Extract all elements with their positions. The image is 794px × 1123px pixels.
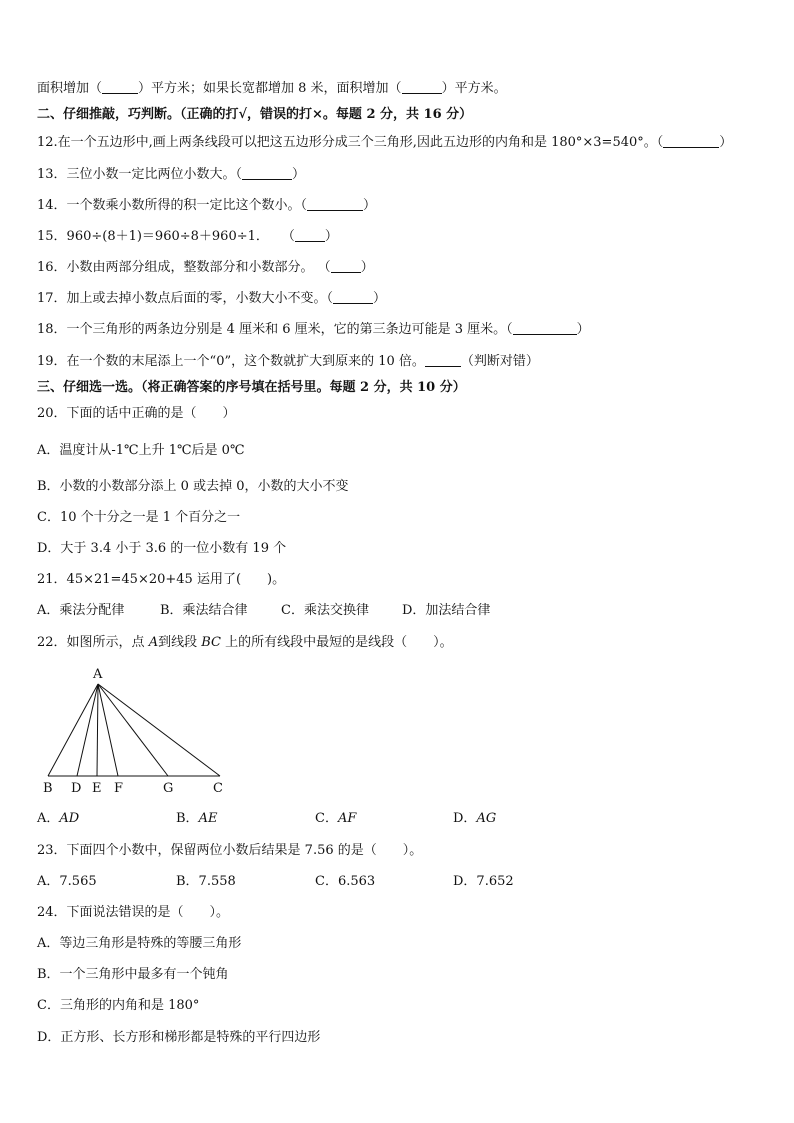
question-21-option-d: D．加法结合律 [402,603,491,618]
point-label-c: C [213,781,223,796]
triangle-figure [30,662,240,798]
question-20-option-b: B．小数的小数部分添上 0 或去掉 0，小数的大小不变 [37,479,349,494]
point-label-b: B [43,781,53,796]
question-22-option-b: B．AE [176,811,218,826]
answer-blank[interactable] [333,290,373,304]
question-23-option-a: A．7.565 [37,874,97,889]
question-21-option-a: A．乘法分配律 [37,603,125,618]
question-17: 17．加上或去掉小数点后面的零，小数大小不变。（ ） [37,291,387,306]
question-24-option-a: A．等边三角形是特殊的等腰三角形 [37,936,242,951]
segment-ad [77,684,98,776]
question-23-option-b: B．7.558 [176,874,236,889]
question-21-option-c: C．乘法交换律 [281,603,369,618]
question-12: 12.在一个五边形中,画上两条线段可以把这五边形分成三个三角形,因此五边形的内角和是 180°×3=540°。（ ） [37,135,733,150]
point-label-f: F [114,781,124,796]
question-22: 22．如图所示，点 A到线段 BC 上的所有线段中最短的是线段（ ）。 [37,635,453,650]
point-label-e: E [92,781,102,796]
question-21: 21．45×21=45×20+45 运用了( )。 [37,572,286,587]
question-23-option-c: C．6.563 [315,874,376,889]
point-label-a: A [93,667,103,682]
question-20-option-c: C．10 个十分之一是 1 个百分之一 [37,510,241,525]
question-20-option-d: D．大于 3.4 小于 3.6 的一位小数有 19 个 [37,541,287,556]
question-11-continuation: 面积增加（ ）平方米；如果长宽都增加 8 米，面积增加（ ）平方米。 [37,81,507,96]
question-24-option-c: C．三角形的内角和是 180° [37,998,200,1013]
segment-ae [97,684,98,776]
question-22-option-a: A．AD [37,811,80,826]
question-20: 20．下面的话中正确的是（ ） [37,406,236,421]
point-label-g: G [163,781,174,796]
question-24: 24．下面说法错误的是（ ）。 [37,905,230,920]
question-22-option-d: D．AG [453,811,497,826]
answer-blank[interactable] [331,259,361,273]
answer-blank[interactable] [402,80,442,94]
segment-ab [48,684,98,776]
section-2-heading: 二、仔细推敲，巧判断。（正确的打√，错误的打×。每题 2 分，共 16 分） [37,107,473,122]
answer-blank[interactable] [513,321,577,335]
question-23-option-d: D．7.652 [453,874,514,889]
question-24-option-d: D．正方形、长方形和梯形都是特殊的平行四边形 [37,1030,321,1045]
question-16: 16．小数由两部分组成，整数部分和小数部分。 （ ） [37,260,374,275]
question-18: 18．一个三角形的两条边分别是 4 厘米和 6 厘米，它的第三条边可能是 3 厘米。（ ） [37,322,590,337]
question-15: 15．960÷(8＋1)＝960÷8＋960÷1． （ ） [37,229,338,244]
answer-blank[interactable] [307,197,363,211]
segment-ac [98,684,220,776]
section-3-heading: 三、仔细选一选。（将正确答案的序号填在括号里。每题 2 分，共 10 分） [37,380,466,395]
question-14: 14．一个数乘小数所得的积一定比这个数小。（ ） [37,198,377,213]
answer-blank[interactable] [663,134,719,148]
question-19: 19．在一个数的末尾添上一个“0”，这个数就扩大到原来的 10 倍。 （判断对错） [37,354,539,369]
question-22-option-c: C．AF [315,811,357,826]
point-label-d: D [71,781,82,796]
answer-blank[interactable] [242,166,292,180]
answer-blank[interactable] [295,228,325,242]
question-20-option-a: A．温度计从-1℃上升 1℃后是 0℃ [37,443,245,458]
answer-blank[interactable] [425,353,461,367]
answer-blank[interactable] [102,80,138,94]
question-21-option-b: B．乘法结合律 [160,603,248,618]
question-23: 23．下面四个小数中，保留两位小数后结果是 7.56 的是（ ）。 [37,843,423,858]
question-13: 13．三位小数一定比两位小数大。（ ） [37,167,306,182]
question-24-option-b: B．一个三角形中最多有一个钝角 [37,967,229,982]
